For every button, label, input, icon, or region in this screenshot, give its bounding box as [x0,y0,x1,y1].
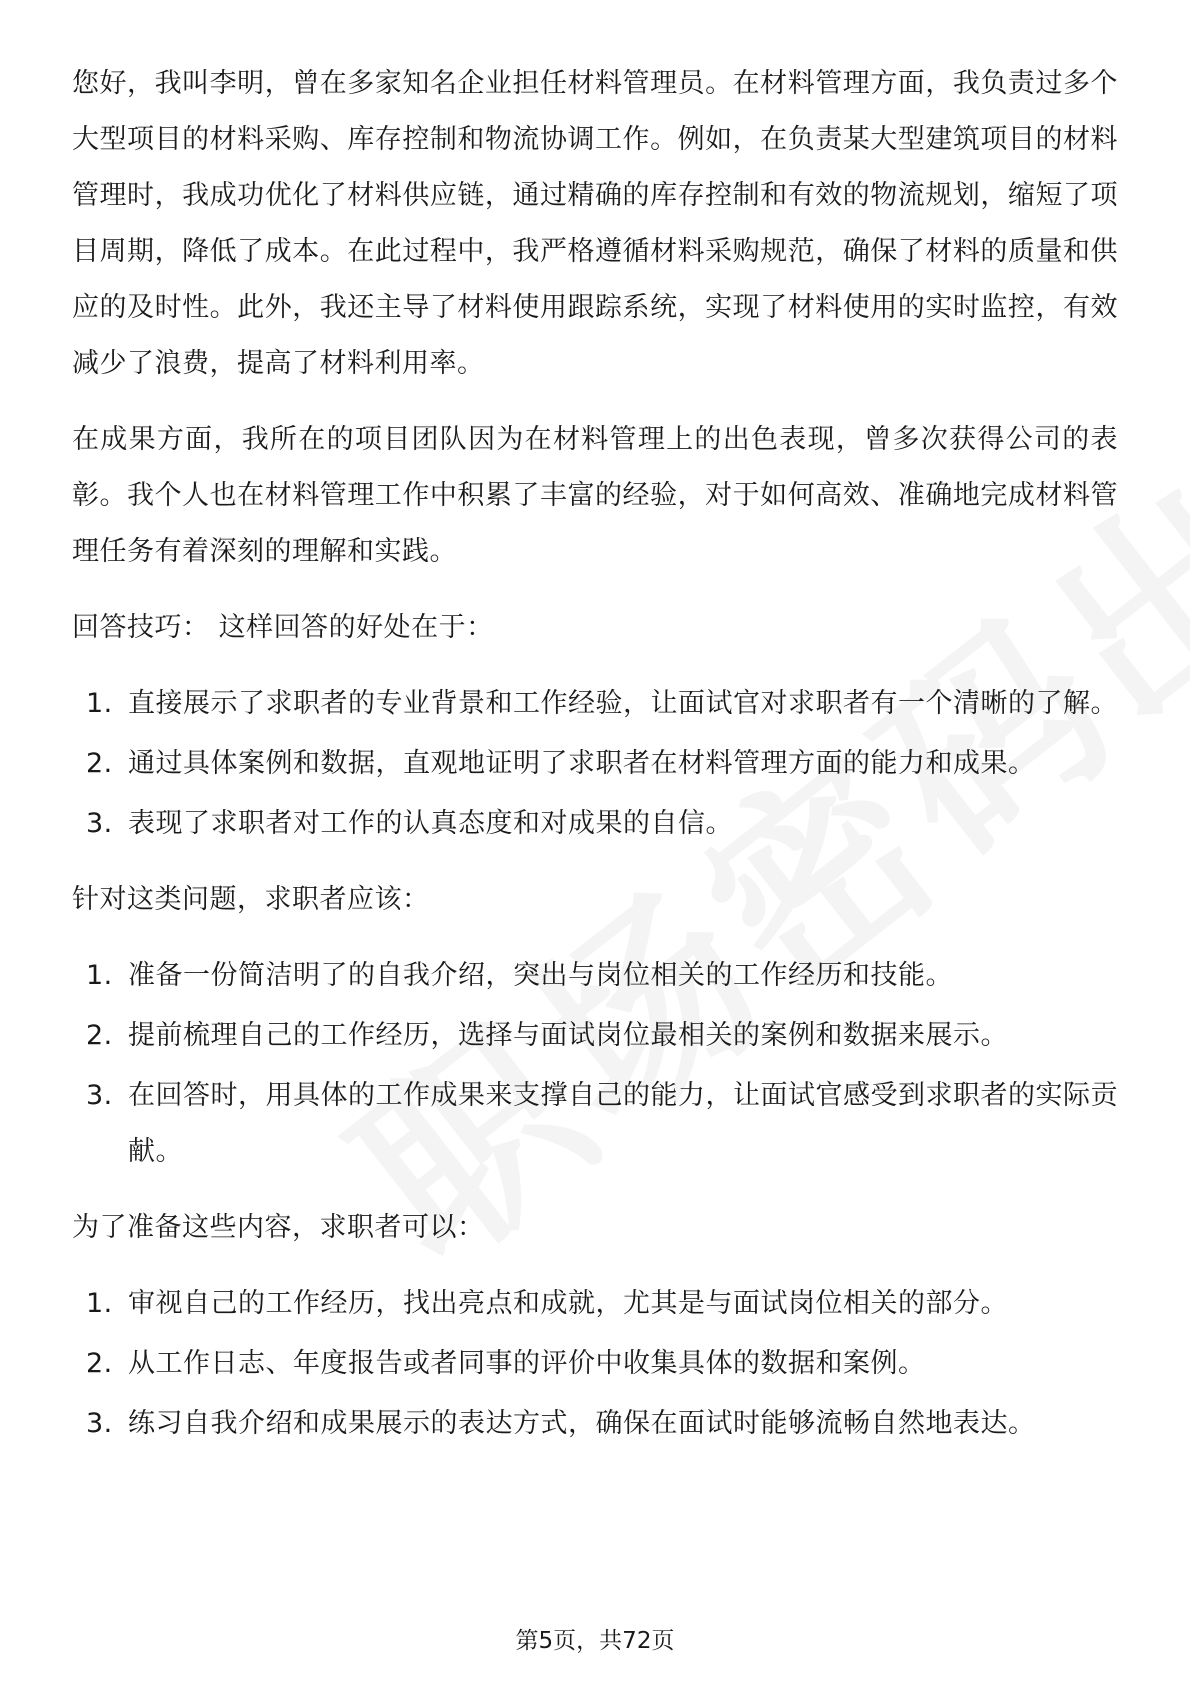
list-number: 1. [86,960,113,991]
advice-heading: 针对这类问题，求职者应该： [72,884,430,915]
list-text: 通过具体案例和数据，直观地证明了求职者在材料管理方面的能力和成果。 [128,748,1036,779]
list-item [72,796,1118,852]
list-text: 练习自我介绍和成果展示的表达方式，确保在面试时能够流畅自然地表达。 [128,1408,1036,1439]
page-footer: 第5页，共72页 [515,1628,675,1654]
list-text: 表现了求职者对工作的认真态度和对成果的自信。 [128,808,733,839]
list-number: 3. [86,1408,113,1439]
list-number: 1. [86,1288,113,1319]
document-body [72,56,1118,1472]
results-paragraph: 在成果方面，我所在的项目团队因为在材料管理上的出色表现，曾多次获得公司的表彰。我个人也在材料管理工作中积累了丰富的经验，对于如何高效、准确地完成材料管理任务有着深刻的理解和实践。 [72,424,1118,567]
advice-list [72,948,1118,1180]
list-item [72,948,1118,1004]
list-number: 1. [86,688,113,719]
intro-paragraph: 您好，我叫李明，曾在多家知名企业担任材料管理员。在材料管理方面，我负责过多个大型项目的材料采购、库存控制和物流协调工作。例如，在负责某大型建筑项目的材料管理时，我成功优化了材料供应链，通过精确的库存控制和有效的物流规划，缩短了项目周期，降低了成本。在此过程中，我严格遵循材料采购规范，确保了材料的质量和供应的及时性。此外，我还主导了材料使用跟踪系统，实现了材料使用的实时监控，有效减少了浪费，提高了材料利用率。 [72,68,1118,379]
tips-list [72,676,1118,852]
list-number: 2. [86,1348,113,1379]
list-number: 3. [86,808,113,839]
list-text: 从工作日志、年度报告或者同事的评价中收集具体的数据和案例。 [128,1348,926,1379]
list-text: 提前梳理自己的工作经历，选择与面试岗位最相关的案例和数据来展示。 [128,1020,1008,1051]
list-item [72,676,1118,732]
list-item [72,1336,1118,1392]
list-item [72,1008,1118,1064]
list-item [72,1276,1118,1332]
prep-heading: 为了准备这些内容，求职者可以： [72,1212,485,1243]
list-number: 2. [86,1020,113,1051]
tips-heading: 回答技巧： 这样回答的好处在于： [72,612,494,643]
list-text: 审视自己的工作经历，找出亮点和成就，尤其是与面试岗位相关的部分。 [128,1288,1008,1319]
list-item [72,1068,1118,1180]
list-number: 3. [86,1080,113,1111]
list-number: 2. [86,748,113,779]
list-text: 准备一份简洁明了的自我介绍，突出与岗位相关的工作经历和技能。 [128,960,953,991]
prep-list [72,1276,1118,1452]
list-item [72,1396,1118,1452]
list-text: 直接展示了求职者的专业背景和工作经验，让面试官对求职者有一个清晰的了解。 [128,688,1118,719]
list-text: 在回答时，用具体的工作成果来支撑自己的能力，让面试官感受到求职者的实际贡献。 [128,1080,1118,1167]
list-item [72,736,1118,792]
